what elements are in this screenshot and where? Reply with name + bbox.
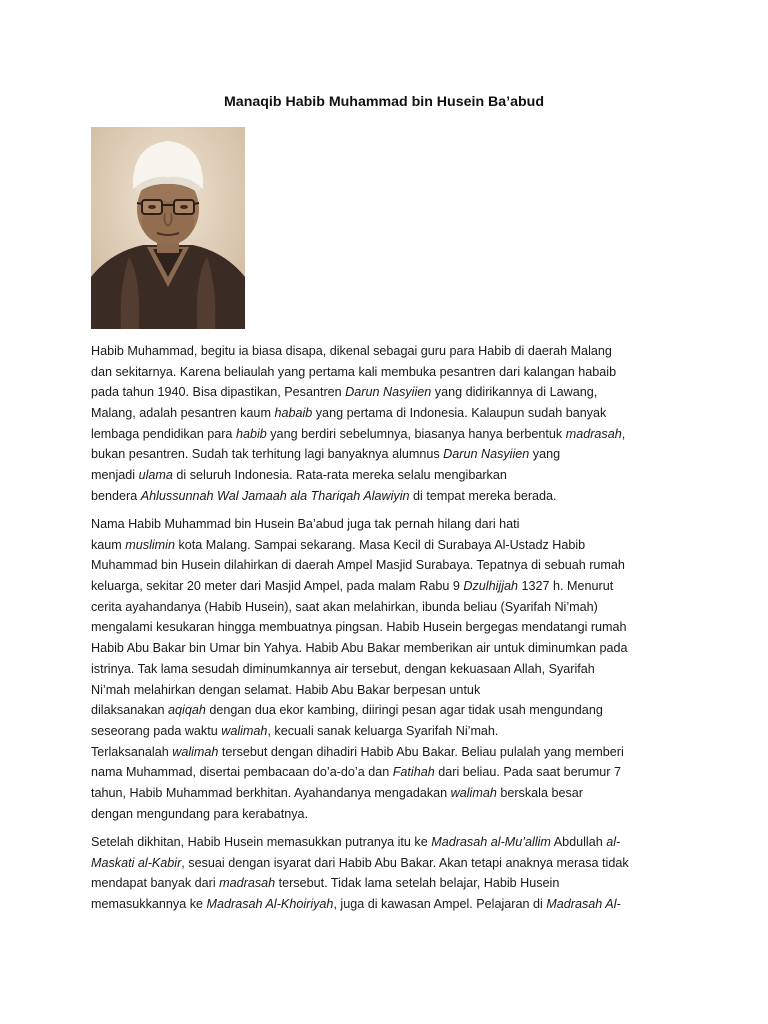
text-segment: mendapat banyak dari: [91, 876, 220, 891]
text-segment: Terlaksanalah: [91, 744, 173, 759]
text-segment: kaum: [91, 537, 126, 552]
text-segment: yang: [529, 447, 561, 462]
text-line: [91, 783, 691, 804]
text-segment: ,: [621, 426, 626, 441]
text-segment: mengalami kesukaran hingga membuatnya pingsan. Habib Husein bergegas mendatangi rumah: [91, 620, 627, 635]
italic-text: habib: [235, 426, 267, 441]
text-line: [91, 638, 691, 659]
text-segment: , sesuai dengan isyarat dari Habib Abu Bakar. Akan tetapi anaknya merasa tidak: [181, 855, 629, 870]
italic-text: madrasah: [565, 426, 622, 441]
text-segment: dengan mengundang para kerabatnya.: [91, 806, 309, 821]
paragraph-3: [91, 832, 691, 915]
text-segment: Habib Abu Bakar bin Umar bin Yahya. Habib Abu Bakar memberikan air untuk diminumkan pada: [91, 641, 628, 656]
text-line: [91, 721, 691, 742]
text-line: [91, 403, 691, 424]
text-segment: yang pertama di Indonesia. Kalaupun sudah banyak: [312, 406, 607, 421]
text-segment: yang berdiri sebelumnya, biasanya hanya berbentuk: [266, 426, 566, 441]
text-line: [91, 853, 691, 874]
paragraph-2: [91, 514, 691, 824]
italic-text: aqiqah: [168, 703, 206, 718]
text-line: [91, 804, 691, 825]
paragraph-1: [91, 341, 691, 507]
text-segment: bukan pesantren. Sudah tak terhitung lagi banyaknya alumnus: [91, 447, 444, 462]
text-segment: 1327 h. Menurut: [518, 579, 614, 594]
italic-text: Darun Nasyiien: [345, 385, 432, 400]
text-line: [91, 576, 691, 597]
text-line: [91, 894, 691, 915]
italic-text: muslimin: [125, 537, 175, 552]
text-segment: yang didirikannya di Lawang,: [431, 385, 598, 400]
text-line: [91, 832, 691, 853]
text-segment: , kecuali sanak keluarga Syarifah Ni’mah.: [267, 723, 499, 738]
italic-text: Ahlussunnah Wal Jamaah ala Thariqah Alawiyin: [140, 488, 410, 503]
text-segment: Nama Habib Muhammad bin Husein Ba’abud juga tak pernah hilang dari hati: [91, 517, 520, 531]
italic-text: walimah: [172, 744, 219, 759]
italic-text: Madrasah Al-: [546, 897, 621, 912]
italic-text: al-: [606, 835, 621, 849]
text-line: [91, 659, 691, 680]
italic-text: walimah: [450, 785, 497, 800]
text-line: [91, 680, 691, 701]
text-line: [91, 597, 691, 618]
text-line: [91, 762, 691, 783]
text-line: [91, 424, 691, 445]
text-segment: dengan dua ekor kambing, diiringi pesan agar tidak usah mengundang: [205, 703, 603, 718]
italic-text: Madrasah al-Mu’allim: [431, 835, 551, 849]
text-segment: tahun, Habib Muhammad berkhitan. Ayahandanya mengadakan: [91, 785, 451, 800]
text-line: [91, 700, 691, 721]
text-line: [91, 465, 691, 486]
text-segment: memasukkannya ke: [91, 897, 207, 912]
text-line: [91, 382, 691, 403]
text-segment: istrinya. Tak lama sesudah diminumkannya air tersebut, dengan kekuasaan Allah, Syarifah: [91, 661, 595, 676]
text-line: [91, 514, 691, 535]
text-segment: dan sekitarnya. Karena beliaulah yang pertama kali membuka pesantren dari kalangan habaib: [91, 364, 617, 379]
text-segment: nama Muhammad, disertai pembacaan do’a-do’a dan: [91, 765, 393, 780]
italic-text: Fatihah: [392, 765, 435, 780]
text-line: [91, 362, 691, 383]
italic-text: madrasah: [219, 876, 276, 891]
text-segment: di tempat mereka berada.: [409, 488, 557, 503]
text-segment: tersebut dengan dihadiri Habib Abu Bakar. Beliau pulalah yang memberi: [218, 744, 624, 759]
italic-text: Maskati al-Kabir: [91, 855, 182, 870]
text-segment: seseorang pada waktu: [91, 723, 222, 738]
text-segment: dilaksanakan: [91, 703, 169, 718]
text-line: [91, 444, 691, 465]
text-line: [91, 486, 691, 507]
text-segment: kota Malang. Sampai sekarang. Masa Kecil di Surabaya Al-Ustadz Habib: [174, 537, 586, 552]
text-line: [91, 555, 691, 576]
text-segment: bendera: [91, 488, 141, 503]
italic-text: walimah: [221, 723, 268, 738]
text-segment: Habib Muhammad, begitu ia biasa disapa, dikenal sebagai guru para Habib di daerah Malang: [91, 344, 612, 358]
text-segment: pada tahun 1940. Bisa dipastikan, Pesantren: [91, 385, 346, 400]
text-line: [91, 617, 691, 638]
text-segment: di seluruh Indonesia. Rata-rata mereka selalu mengibarkan: [172, 468, 507, 483]
italic-text: habaib: [274, 406, 313, 421]
text-segment: Abdullah: [550, 835, 607, 849]
italic-text: Dzulhijjah: [463, 579, 519, 594]
text-line: [91, 341, 691, 362]
text-segment: , juga di kawasan Ampel. Pelajaran di: [333, 897, 547, 912]
portrait-photo: [91, 127, 245, 329]
text-segment: Ni’mah melahirkan dengan selamat. Habib Abu Bakar berpesan untuk: [91, 682, 481, 697]
text-segment: berskala besar: [496, 785, 583, 800]
text-line: [91, 535, 691, 556]
text-line: [91, 742, 691, 763]
text-segment: keluarga, sekitar 20 meter dari Masjid Ampel, pada malam Rabu 9: [91, 579, 464, 594]
text-segment: cerita ayahandanya (Habib Husein), saat akan melahirkan, ibunda beliau (Syarifah Ni’mah): [91, 599, 598, 614]
italic-text: Madrasah Al-Khoiriyah: [206, 897, 334, 912]
text-segment: menjadi: [91, 468, 139, 483]
document-title: Manaqib Habib Muhammad bin Husein Ba’abud: [223, 94, 545, 110]
italic-text: ulama: [138, 468, 173, 483]
text-segment: Muhammad bin Husein dilahirkan di daerah Ampel Masjid Surabaya. Tepatnya di sebuah rumah: [91, 558, 625, 573]
text-segment: Setelah dikhitan, Habib Husein memasukkan putranya itu ke: [91, 835, 432, 849]
text-line: [91, 873, 691, 894]
italic-text: Darun Nasyiien: [443, 447, 530, 462]
text-segment: tersebut. Tidak lama setelah belajar, Habib Husein: [275, 876, 560, 891]
text-segment: lembaga pendidikan para: [91, 426, 236, 441]
text-segment: dari beliau. Pada saat berumur 7: [434, 765, 621, 780]
text-segment: Malang, adalah pesantren kaum: [91, 406, 275, 421]
